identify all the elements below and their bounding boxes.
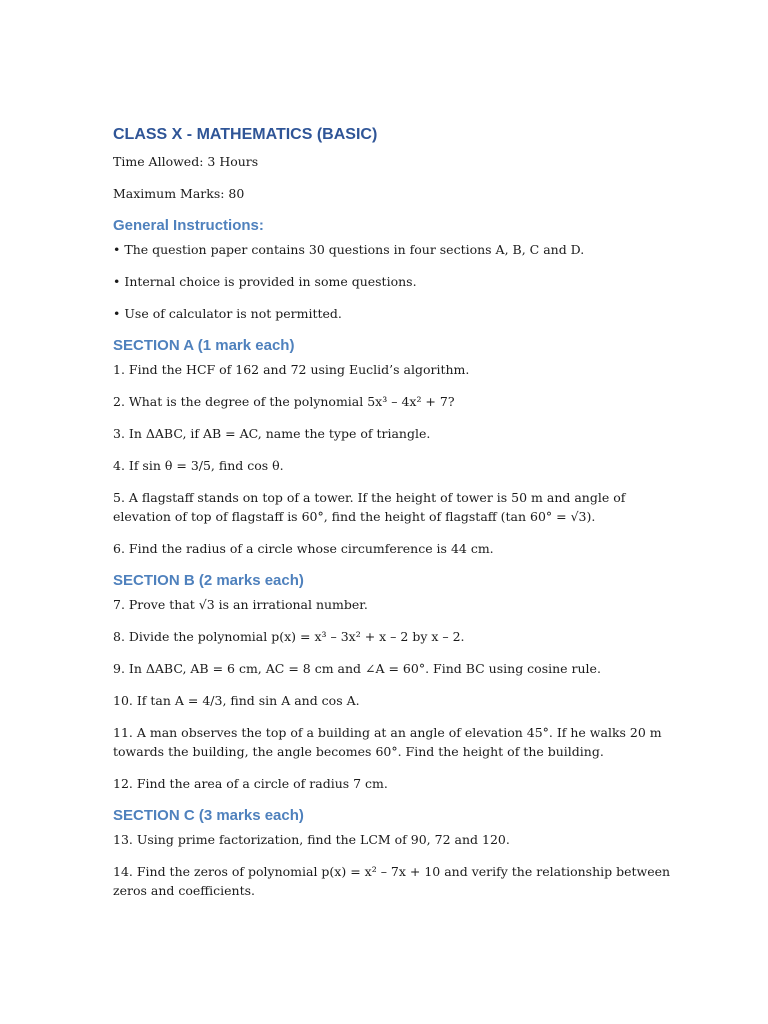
section-c-heading: SECTION C (3 marks each) [113, 807, 304, 824]
question-item: 7. Prove that √3 is an irrational number. [113, 597, 368, 612]
question-item: 2. What is the degree of the polynomial 5x³ – 4x² + 7? [113, 394, 455, 409]
question-item: 13. Using prime factorization, find the LCM of 90, 72 and 120. [113, 832, 510, 847]
instruction-item [113, 304, 673, 323]
question-item: 10. If tan A = 4/3, find sin A and cos A. [113, 693, 360, 708]
question-item: 11. A man observes the top of a building at an angle of elevation 45°. If he walks 20 m towards the building, the angle becomes 60°. Find the height of the building. [113, 725, 662, 759]
question-item: 12. Find the area of a circle of radius 7 cm. [113, 776, 388, 791]
time-allowed: Time Allowed: 3 Hours [113, 154, 259, 169]
instruction-item [113, 240, 673, 259]
section-a-heading: SECTION A (1 mark each) [113, 337, 295, 354]
question-item: 3. In ΔABC, if AB = AC, name the type of triangle. [113, 426, 431, 441]
maximum-marks: Maximum Marks: 80 [113, 186, 245, 201]
instruction-item [113, 272, 673, 291]
section-b-heading: SECTION B (2 marks each) [113, 572, 304, 589]
question-item: 4. If sin θ = 3/5, find cos θ. [113, 458, 284, 473]
question-item: 14. Find the zeros of polynomial p(x) = x² – 7x + 10 and verify the relationship between zeros and coefficients. [113, 864, 671, 898]
bullet: • [113, 242, 121, 257]
question-item: 8. Divide the polynomial p(x) = x³ – 3x² + x – 2 by x – 2. [113, 629, 465, 644]
general-instructions-heading: General Instructions: [113, 217, 264, 234]
question-item: 9. In ΔABC, AB = 6 cm, AC = 8 cm and ∠A = 60°. Find BC using cosine rule. [113, 661, 601, 676]
bullet: • [113, 274, 121, 289]
question-paper [113, 125, 673, 913]
bullet: • [113, 306, 121, 321]
instruction-text: Internal choice is provided in some questions. [124, 274, 417, 289]
question-item: 6. Find the radius of a circle whose circumference is 44 cm. [113, 541, 494, 556]
question-item: 5. A flagstaff stands on top of a tower. If the height of tower is 50 m and angle of elevation of top of flagstaff is 60°, find the height of flagstaff (tan 60° = √3). [113, 490, 626, 524]
question-item: 1. Find the HCF of 162 and 72 using Euclid’s algorithm. [113, 362, 470, 377]
instruction-text: Use of calculator is not permitted. [124, 306, 342, 321]
paper-title: CLASS X - MATHEMATICS (BASIC) [113, 126, 378, 143]
instruction-text: The question paper contains 30 questions in four sections A, B, C and D. [124, 242, 585, 257]
